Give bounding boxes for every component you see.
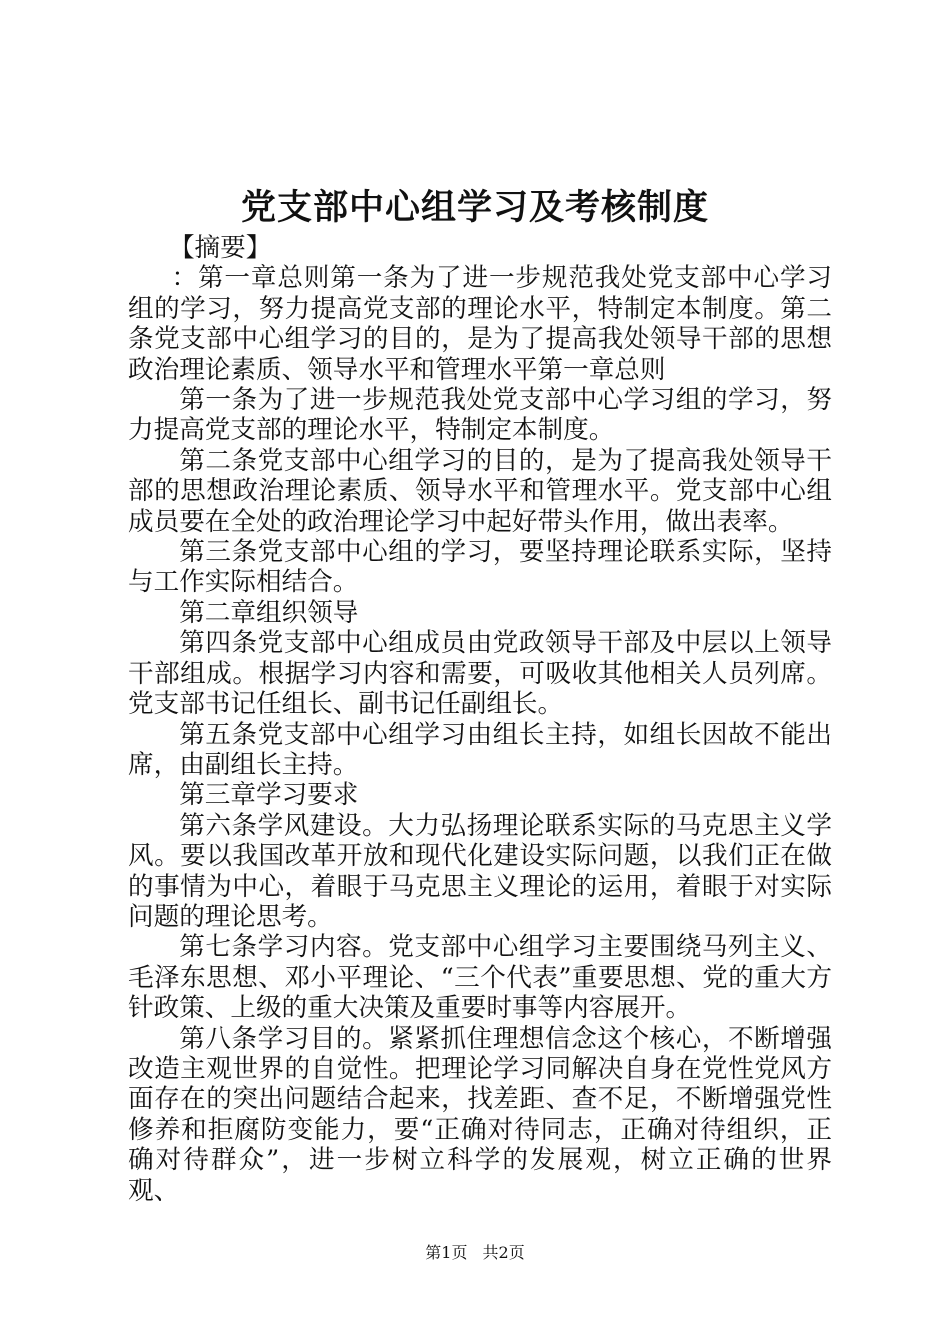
- document-body: [128, 233, 832, 1206]
- page-number-current: 第1页: [425, 1243, 468, 1262]
- chapter-heading-2: 第二章组织领导: [179, 597, 359, 628]
- page-number-total: 共2页: [482, 1243, 525, 1262]
- paragraph-article-5: 第五条党支部中心组学习由组长主持，如组长因故不能出席，由副组长主持。: [128, 719, 832, 780]
- abstract-label: 【摘要】: [168, 233, 272, 263]
- paragraph-article-6: 第六条学风建设。大力弘扬理论联系实际的马克思主义学风。要以我国改革开放和现代化建设实际问题，以我们正在做的事情为中心，着眼于马克思主义理论的运用，着眼于对实际问题的理论思考。: [128, 810, 832, 932]
- paragraph-article-2: 第二条党支部中心组学习的目的，是为了提高我处领导干部的思想政治理论素质、领导水平和管理水平。党支部中心组成员要在全处的政治理论学习中起好带头作用，做出表率。: [128, 445, 832, 537]
- paragraph-article-7: 第七条学习内容。党支部中心组学习主要围绕马列主义、毛泽东思想、邓小平理论、“三个代表”重要思想、党的重大方针政策、上级的重大决策及重要时事等内容展开。: [128, 932, 832, 1024]
- paragraph-article-1: 第一条为了进一步规范我处党支部中心学习组的学习，努力提高党支部的理论水平，特制定本制度。: [128, 385, 832, 446]
- document-title: 党支部中心组学习及考核制度: [240, 187, 709, 228]
- paragraph-abstract: ：第一章总则第一条为了进一步规范我处党支部中心学习组的学习，努力提高党支部的理论水平，特制定本制度。第二条党支部中心组学习的目的，是为了提高我处领导干部的思想政治理论素质、领导水平和管理水平第一章总则: [128, 263, 832, 385]
- chapter-heading-3: 第三章学习要求: [179, 780, 359, 811]
- paragraph-article-4: 第四条党支部中心组成员由党政领导干部及中层以上领导干部组成。根据学习内容和需要，可吸收其他相关人员列席。党支部书记任组长、副书记任副组长。: [128, 628, 832, 720]
- paragraph-article-3: 第三条党支部中心组的学习，要坚持理论联系实际，坚持与工作实际相结合。: [128, 537, 832, 598]
- paragraph-article-8: 第八条学习目的。紧紧抓住理想信念这个核心，不断增强改造主观世界的自觉性。把理论学习同解决自身在党性党风方面存在的突出问题结合起来，找差距、查不足，不断增强党性修养和拒腐防变能力，要“正确对待同志，正确对待组织，正确对待群众”，进一步树立科学的发展观，树立正确的世界观、: [128, 1023, 832, 1206]
- page-footer: [0, 1243, 950, 1263]
